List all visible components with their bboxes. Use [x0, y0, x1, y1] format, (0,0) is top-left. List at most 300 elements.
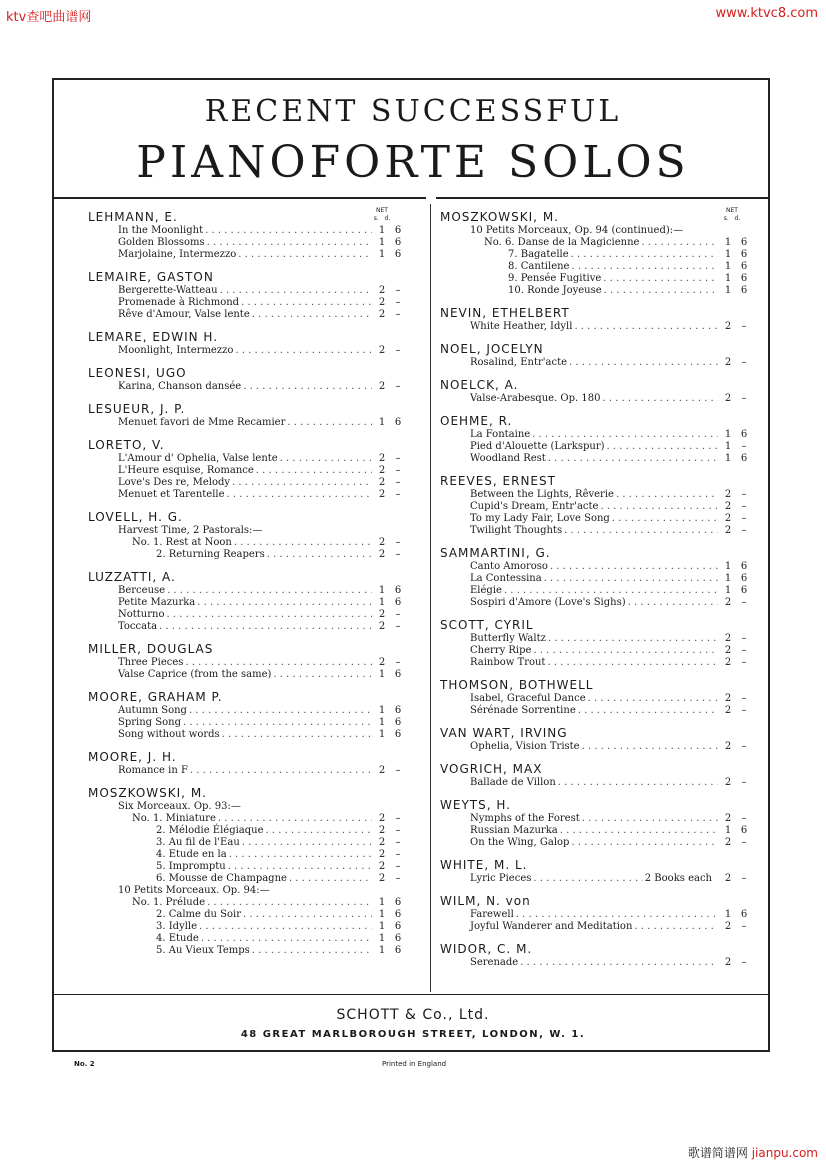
price-shillings: 2: [378, 453, 386, 464]
leader-dots: [243, 381, 372, 393]
price-shillings: 1: [724, 585, 732, 596]
price-pence: 6: [740, 561, 748, 572]
piece-entry: [440, 741, 752, 753]
composer-name: LEHMANN, E.: [88, 210, 178, 224]
piece-entry: [440, 873, 752, 885]
price-shillings: 2: [724, 873, 732, 884]
piece-title: Sospiri d'Amore (Love's Sighs): [470, 597, 626, 608]
price-pence: 6: [740, 237, 748, 248]
piece-entry: [88, 765, 406, 777]
price-pence: –: [741, 513, 747, 524]
piece-title: 9. Pensée Fugitive: [508, 273, 602, 284]
leader-dots: [582, 741, 718, 753]
price-shillings: 1: [378, 225, 386, 236]
piece-title: Valse-Arabesque. Op. 180: [470, 393, 601, 404]
piece-entry: [88, 669, 406, 681]
piece-title: Rosalind, Entr'acte: [470, 357, 568, 368]
price-shillings: 2: [378, 381, 386, 392]
net-d: d.: [384, 215, 391, 222]
piece-title: Woodland Rest: [470, 453, 546, 464]
price-shillings: 2: [378, 549, 386, 560]
composer-name: LUZZATTI, A.: [88, 570, 176, 584]
leader-dots: [289, 873, 372, 885]
price-shillings: 2: [378, 309, 386, 320]
watermark-left: ktv查吧曲谱网: [6, 10, 92, 25]
piece-title: 10 Petits Morceaux. Op. 94:—: [118, 885, 270, 896]
piece-entry: [88, 381, 406, 393]
price-shillings: 2: [724, 321, 732, 332]
leader-dots: [189, 705, 372, 717]
piece-title: Rainbow Trout: [470, 657, 546, 668]
leader-dots: [234, 537, 372, 549]
price-shillings: 1: [724, 285, 732, 296]
piece-title: Sérénade Sorrentine: [470, 705, 576, 716]
piece-title: No. 6. Danse de la Magicienne: [484, 237, 640, 248]
price-pence: 6: [394, 249, 402, 260]
leader-dots: [548, 453, 718, 465]
leader-dots: [287, 417, 372, 429]
leader-dots: [574, 321, 718, 333]
piece-entry: [440, 645, 752, 657]
piece-title: Autumn Song: [118, 705, 187, 716]
piece-title: Marjolaine, Intermezzo: [118, 249, 237, 260]
catalogue-left-column: [88, 210, 406, 957]
piece-title: Bergerette-Watteau: [118, 285, 218, 296]
piece-entry: [88, 717, 406, 729]
price-pence: 6: [394, 729, 402, 740]
composer-name: MOORE, GRAHAM P.: [88, 690, 223, 704]
piece-title: Farewell: [470, 909, 514, 920]
price-shillings: 2: [724, 705, 732, 716]
price-shillings: 1: [378, 585, 386, 596]
price-pence: –: [395, 297, 401, 308]
composer-name: MOSZKOWSKI, M.: [440, 210, 559, 224]
piece-entry: [88, 873, 406, 885]
watermark-bottom: [688, 1144, 818, 1161]
piece-title: Nymphs of the Forest: [470, 813, 580, 824]
price-shillings: 2: [724, 921, 732, 932]
piece-title: Berceuse: [118, 585, 166, 596]
leader-dots: [588, 693, 718, 705]
piece-entry: [440, 573, 752, 585]
composer-name: VAN WART, IRVING: [440, 726, 568, 740]
piece-title: Lyric Pieces: [470, 873, 532, 884]
composer-name: LOVELL, H. G.: [88, 510, 183, 524]
price-pence: –: [395, 309, 401, 320]
piece-note: 2 Books each: [644, 873, 712, 884]
price-shillings: 1: [724, 453, 732, 464]
piece-title: 7. Bagatelle: [508, 249, 569, 260]
price-pence: –: [395, 453, 401, 464]
price-pence: 6: [394, 585, 402, 596]
price-shillings: 1: [724, 573, 732, 584]
price-pence: –: [395, 621, 401, 632]
piece-entry: [440, 825, 752, 837]
piece-entry: [440, 249, 752, 261]
net-s: s.: [723, 215, 729, 222]
piece-entry: [440, 393, 752, 405]
piece-title: Cupid's Dream, Entr'acte: [470, 501, 599, 512]
price-pence: –: [741, 873, 747, 884]
piece-title: La Contessina: [470, 573, 542, 584]
leader-dots: [183, 717, 372, 729]
composer-name: SAMMARTINI, G.: [440, 546, 551, 560]
piece-title: In the Moonlight: [118, 225, 204, 236]
leader-dots: [252, 309, 372, 321]
piece-title: 10. Ronde Joyeuse: [508, 285, 602, 296]
piece-title: Between the Lights, Rêverie: [470, 489, 614, 500]
price-shillings: 2: [378, 609, 386, 620]
price-pence: 6: [740, 273, 748, 284]
price-shillings: 2: [378, 825, 386, 836]
price-shillings: 1: [378, 909, 386, 920]
composer-name: VOGRICH, MAX: [440, 762, 543, 776]
price-shillings: 2: [724, 813, 732, 824]
price-pence: 6: [740, 429, 748, 440]
leader-dots: [571, 249, 718, 261]
piece-entry: [440, 909, 752, 921]
piece-title: Elégie: [470, 585, 502, 596]
price-pence: 6: [394, 933, 402, 944]
piece-entry: [440, 225, 752, 237]
piece-entry: [440, 489, 752, 501]
leader-dots: [205, 225, 372, 237]
leader-dots: [604, 285, 718, 297]
price-pence: 6: [740, 285, 748, 296]
price-shillings: 1: [378, 921, 386, 932]
price-pence: –: [741, 837, 747, 848]
piece-entry: [88, 249, 406, 261]
price-pence: –: [741, 357, 747, 368]
piece-entry: [88, 609, 406, 621]
price-shillings: 1: [724, 429, 732, 440]
price-shillings: 2: [378, 837, 386, 848]
piece-entry: [88, 729, 406, 741]
price-shillings: 2: [378, 537, 386, 548]
leader-dots: [628, 597, 718, 609]
piece-title: No. 1. Rest at Noon: [132, 537, 232, 548]
composer-name: LEMAIRE, GASTON: [88, 270, 214, 284]
price-pence: –: [741, 693, 747, 704]
leader-dots: [578, 705, 718, 717]
price-shillings: 1: [378, 933, 386, 944]
composer-name: REEVES, ERNEST: [440, 474, 556, 488]
price-shillings: 2: [378, 765, 386, 776]
catalogue-right-column: [440, 210, 752, 969]
watermark-bottom-url: jianpu.com: [751, 1146, 818, 1160]
piece-entry: [440, 837, 752, 849]
leader-dots: [167, 609, 373, 621]
leader-dots: [159, 621, 372, 633]
leader-dots: [266, 825, 372, 837]
piece-entry: [440, 429, 752, 441]
piece-entry: [440, 513, 752, 525]
leader-dots: [222, 729, 372, 741]
piece-entry: [88, 885, 406, 897]
piece-title: Notturno: [118, 609, 165, 620]
piece-title: No. 1. Miniature: [132, 813, 216, 824]
piece-title: 3. Au fil de l'Eau: [156, 837, 240, 848]
leader-dots: [242, 837, 372, 849]
price-pence: 6: [394, 921, 402, 932]
price-shillings: 1: [378, 597, 386, 608]
printed-in: Printed in England: [382, 1060, 447, 1068]
composer-name: WILM, N. von: [440, 894, 531, 908]
price-pence: –: [741, 633, 747, 644]
publisher-rule: [52, 994, 770, 995]
price-pence: –: [395, 813, 401, 824]
piece-title: Joyful Wanderer and Meditation: [470, 921, 633, 932]
piece-title: Petite Mazurka: [118, 597, 196, 608]
piece-entry: [88, 489, 406, 501]
piece-title: No. 1. Prélude: [132, 897, 206, 908]
piece-title: 5. Au Vieux Temps: [156, 945, 250, 956]
leader-dots: [201, 933, 372, 945]
price-pence: –: [395, 849, 401, 860]
piece-title: Valse Caprice (from the same): [118, 669, 272, 680]
price-shillings: 2: [724, 657, 732, 668]
piece-title: 5. Impromptu: [156, 861, 226, 872]
price-shillings: 1: [378, 417, 386, 428]
piece-entry: [88, 801, 406, 813]
piece-title: Harvest Time, 2 Pastorals:—: [118, 525, 263, 536]
net-s: s.: [373, 215, 379, 222]
composer-name: OEHME, R.: [440, 414, 513, 428]
piece-title: Serenade: [470, 957, 519, 968]
piece-title: 8. Cantilene: [508, 261, 570, 272]
piece-entry: [440, 657, 752, 669]
price-pence: –: [741, 441, 747, 452]
price-pence: 6: [740, 453, 748, 464]
piece-title: Menuet et Tarentelle: [118, 489, 225, 500]
piece-title: L'Amour d' Ophelia, Valse lente: [118, 453, 278, 464]
piece-title: Moonlight, Intermezzo: [118, 345, 234, 356]
composer-name: LEMARE, EDWIN H.: [88, 330, 219, 344]
piece-title: Six Morceaux. Op. 93:—: [118, 801, 241, 812]
price-shillings: 2: [724, 645, 732, 656]
leader-dots: [167, 585, 372, 597]
price-pence: 6: [394, 717, 402, 728]
piece-entry: [440, 597, 752, 609]
price-pence: –: [395, 381, 401, 392]
piece-title: Ophelia, Vision Triste: [470, 741, 580, 752]
price-shillings: 1: [724, 261, 732, 272]
publisher-name: SCHOTT & Co., Ltd.: [336, 1007, 490, 1023]
piece-entry: [440, 357, 752, 369]
watermark-bottom-text: 歌谱简谱网: [687, 1146, 748, 1160]
price-shillings: 2: [378, 285, 386, 296]
price-shillings: 1: [378, 669, 386, 680]
price-shillings: 2: [378, 873, 386, 884]
leader-dots: [548, 633, 718, 645]
price-pence: –: [741, 393, 747, 404]
piece-entry: [88, 225, 406, 237]
piece-title: 2. Mélodie Élégiaque: [156, 825, 264, 836]
header-rule-left: [52, 197, 426, 199]
piece-entry: [440, 261, 752, 273]
net-label: NET: [376, 207, 388, 214]
composer-name: LEONESI, UGO: [88, 366, 187, 380]
price-pence: 6: [394, 705, 402, 716]
composer-name: LORETO, V.: [88, 438, 165, 452]
price-shillings: 1: [724, 441, 732, 452]
piece-entry: [88, 813, 406, 825]
piece-title: Pied d'Alouette (Larkspur): [470, 441, 605, 452]
price-shillings: 2: [378, 489, 386, 500]
composer-name: WEYTS, H.: [440, 798, 511, 812]
price-shillings: 1: [724, 561, 732, 572]
price-pence: 6: [394, 897, 402, 908]
price-pence: –: [395, 609, 401, 620]
price-shillings: 2: [378, 621, 386, 632]
leader-dots: [504, 585, 718, 597]
piece-entry: [440, 705, 752, 717]
price-pence: 6: [394, 597, 402, 608]
price-pence: 6: [740, 249, 748, 260]
piece-entry: [88, 837, 406, 849]
piece-title: Isabel, Graceful Dance: [470, 693, 586, 704]
leader-dots: [564, 525, 718, 537]
leader-dots: [190, 765, 372, 777]
piece-title: Butterfly Waltz: [470, 633, 546, 644]
piece-title: Romance in F: [118, 765, 188, 776]
leader-dots: [207, 237, 372, 249]
price-shillings: 1: [378, 897, 386, 908]
piece-title: Three Pieces: [118, 657, 184, 668]
price-shillings: 1: [724, 825, 732, 836]
price-shillings: 2: [724, 489, 732, 500]
price-shillings: 2: [724, 501, 732, 512]
piece-entry: [88, 285, 406, 297]
leader-dots: [241, 297, 372, 309]
piece-entry: [88, 825, 406, 837]
price-pence: –: [395, 861, 401, 872]
price-shillings: 2: [724, 525, 732, 536]
leader-dots: [607, 441, 718, 453]
leader-dots: [634, 921, 718, 933]
price-shillings: 1: [378, 717, 386, 728]
leader-dots: [520, 957, 718, 969]
price-pence: 6: [394, 225, 402, 236]
piece-entry: [440, 957, 752, 969]
piece-entry: [88, 897, 406, 909]
title-line-2: PIANOFORTE SOLOS: [136, 137, 690, 188]
price-pence: –: [741, 321, 747, 332]
price-shillings: 2: [724, 693, 732, 704]
net-d: d.: [734, 215, 741, 222]
piece-entry: [88, 945, 406, 957]
piece-entry: [88, 537, 406, 549]
composer-name: LESUEUR, J. P.: [88, 402, 186, 416]
leader-dots: [256, 465, 372, 477]
price-pence: –: [741, 957, 747, 968]
leader-dots: [273, 669, 372, 681]
piece-entry: [440, 441, 752, 453]
piece-title: Song without words: [118, 729, 220, 740]
piece-title: 6. Mousse de Champagne: [156, 873, 287, 884]
composer-name: NOEL, JOCELYN: [440, 342, 544, 356]
leader-dots: [267, 549, 372, 561]
piece-title: Ballade de Villon: [470, 777, 556, 788]
price-pence: –: [395, 549, 401, 560]
price-pence: 6: [740, 261, 748, 272]
piece-entry: [88, 621, 406, 633]
price-shillings: 2: [724, 633, 732, 644]
piece-title: 10 Petits Morceaux, Op. 94 (continued):—: [470, 225, 684, 236]
leader-dots: [516, 909, 718, 921]
piece-entry: [440, 453, 752, 465]
price-shillings: 1: [724, 273, 732, 284]
price-shillings: 2: [378, 297, 386, 308]
column-divider: [430, 204, 431, 992]
piece-title: 4. Etude: [156, 933, 199, 944]
price-shillings: 1: [378, 237, 386, 248]
price-shillings: 1: [724, 237, 732, 248]
price-shillings: 2: [378, 849, 386, 860]
piece-title: 4. Etude en la: [156, 849, 227, 860]
leader-dots: [571, 837, 718, 849]
price-pence: 6: [740, 585, 748, 596]
piece-title: To my Lady Fair, Love Song: [470, 513, 610, 524]
price-pence: 6: [740, 825, 748, 836]
header-rule-right: [436, 197, 770, 199]
price-pence: –: [741, 597, 747, 608]
leader-dots: [558, 777, 718, 789]
leader-dots: [533, 645, 718, 657]
composer-name: NEVIN, ETHELBERT: [440, 306, 570, 320]
piece-entry: [440, 285, 752, 297]
leader-dots: [641, 237, 718, 249]
piece-title: On the Wing, Galop: [470, 837, 570, 848]
piece-entry: [88, 585, 406, 597]
piece-title: 2. Calme du Soir: [156, 909, 241, 920]
piece-entry: [440, 237, 752, 249]
leader-dots: [220, 285, 372, 297]
price-shillings: 1: [378, 249, 386, 260]
price-shillings: 2: [724, 393, 732, 404]
price-pence: –: [395, 657, 401, 668]
leader-dots: [252, 945, 372, 957]
leader-dots: [199, 921, 372, 933]
composer-name: THOMSON, BOTHWELL: [440, 678, 594, 692]
piece-title: Cherry Ripe: [470, 645, 532, 656]
composer-name: MILLER, DOUGLAS: [88, 642, 214, 656]
piece-entry: [440, 813, 752, 825]
piece-title: 3. Idylle: [156, 921, 198, 932]
piece-title: Canto Amoroso: [470, 561, 548, 572]
piece-title: Spring Song: [118, 717, 181, 728]
leader-dots: [185, 657, 372, 669]
title-line-1: RECENT SUCCESSFUL: [204, 94, 622, 129]
piece-entry: [440, 921, 752, 933]
composer-name: WHITE, M. L.: [440, 858, 528, 872]
price-pence: –: [741, 645, 747, 656]
leader-dots: [602, 393, 718, 405]
piece-title: Promenade à Richmond: [118, 297, 240, 308]
leader-dots: [207, 897, 372, 909]
publisher-address: 48 GREAT MARLBOROUGH STREET, LONDON, W. 1.: [240, 1029, 586, 1040]
leader-dots: [560, 825, 718, 837]
piece-entry: [88, 849, 406, 861]
piece-entry: [440, 693, 752, 705]
piece-entry: [88, 477, 406, 489]
piece-entry: [440, 525, 752, 537]
price-pence: –: [395, 873, 401, 884]
piece-entry: [440, 501, 752, 513]
leader-dots: [569, 357, 718, 369]
leader-dots: [571, 261, 718, 273]
price-shillings: 1: [378, 945, 386, 956]
